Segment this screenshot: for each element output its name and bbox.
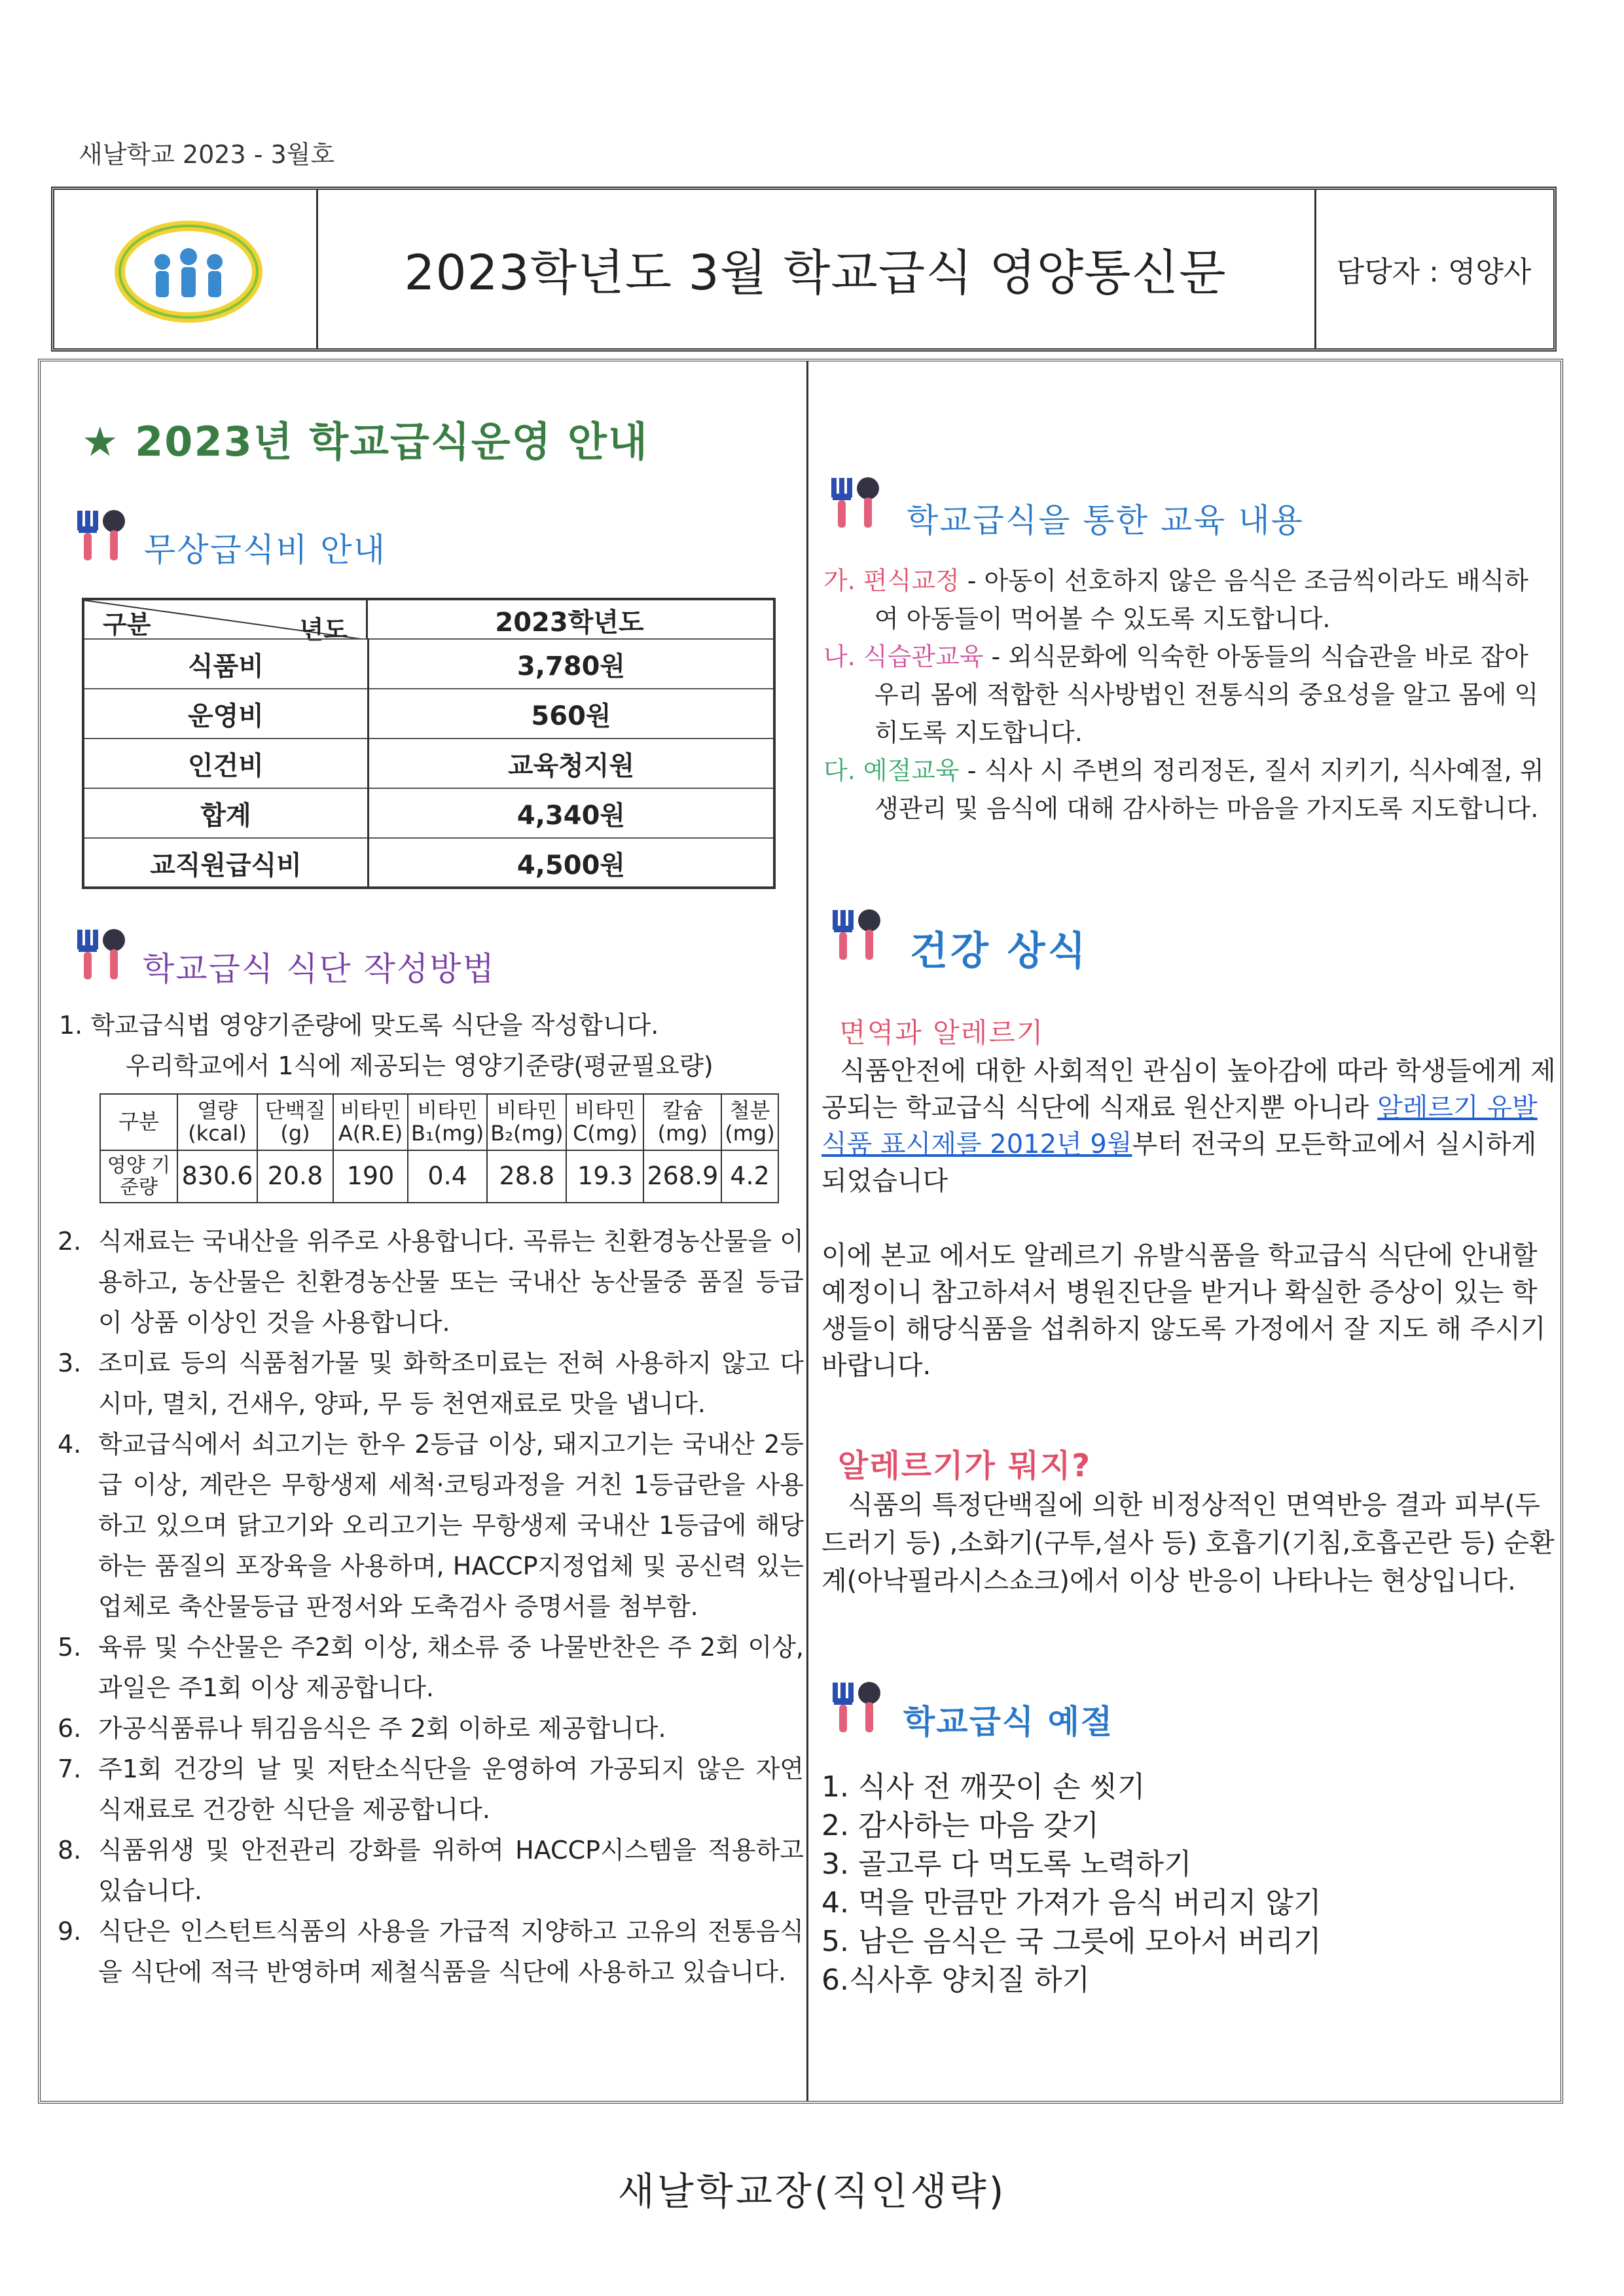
nut-header: 비타민 A(R.E) <box>333 1094 408 1150</box>
table-row <box>84 738 773 788</box>
nutrition-table <box>99 1093 779 1203</box>
row-label: 교직원급식비 <box>84 838 369 887</box>
nut-value: 4.2 <box>721 1150 778 1203</box>
nut-header: 구분 <box>100 1094 177 1150</box>
row-value: 4,340원 <box>369 788 774 838</box>
row-label: 식품비 <box>84 639 369 689</box>
row-value: 3,780원 <box>369 639 774 689</box>
nut-header: 비타민 B₂(mg) <box>487 1094 566 1150</box>
health-title: 건강 상식 <box>910 928 1089 974</box>
menu-method-title: 학교급식 식단 작성방법 <box>143 950 496 988</box>
row-label: 운영비 <box>84 689 369 738</box>
allergy-label-link[interactable]: 알레르기 유발식품 표시제를 2012년 9월 <box>821 1093 1538 1159</box>
list-item: 다. 예절교육 - 식사 시 주변의 정리정돈, 질서 지키기, 식사예절, 위생관리 및 음식에 대해 감사하는 마음을 가지도록 지도합니다. <box>823 756 1544 823</box>
school-logo <box>113 216 264 327</box>
nut-value: 190 <box>333 1150 408 1203</box>
manners-title: 학교급식 예절 <box>903 1703 1114 1741</box>
table-row <box>84 838 773 887</box>
col-year: 2023학년도 <box>495 607 644 638</box>
col-label-right: 년도 <box>299 615 348 644</box>
nut-value: 20.8 <box>257 1150 333 1203</box>
nut-value: 19.3 <box>566 1150 643 1203</box>
list-item: 5. 육류 및 수산물은 주2회 이상, 채소류 중 나물반찬은 주 2회 이상, 과일은 주1회 이상 제공합니다. <box>58 1633 804 1702</box>
list-item: 가. 편식교정 - 아동이 선호하지 않은 음식은 조금씩이라도 배식하여 아동들이 먹어볼 수 있도록 지도합니다. <box>823 566 1528 633</box>
row-value: 4,500원 <box>369 838 774 887</box>
list-item: 2. 식재료는 국내산을 위주로 사용합니다. 곡류는 친환경농산물을 이용하고, 농산물은 친환경농산물 또는 국내산 농산물중 품질 등급이 상품 이상인 것을 사용합니다. <box>58 1227 804 1337</box>
row-label: 인건비 <box>84 738 369 788</box>
fork-spoon-icon <box>71 504 130 563</box>
list-item: 3. 골고루 다 먹도록 노력하기 <box>821 1848 1192 1881</box>
nut-header: 단백질 (g) <box>257 1094 333 1150</box>
nut-header: 열량 (kcal) <box>177 1094 257 1150</box>
manager-label: 담당자 : 영양사 <box>1336 255 1532 289</box>
row-value: 교육청지원 <box>369 738 774 788</box>
nut-value: 28.8 <box>487 1150 566 1203</box>
fork-spoon-icon <box>826 903 885 962</box>
nut-row-label: 영양 기준량 <box>100 1150 177 1203</box>
table-row <box>84 639 773 689</box>
footer-signature: 새날학교장(직인생략) <box>617 2169 1007 2214</box>
menu-method-list <box>58 1221 804 1992</box>
list-item: 4. 먹을 만큼만 가져가 음식 버리지 않기 <box>821 1886 1322 1920</box>
nut-value: 0.4 <box>408 1150 487 1203</box>
row-label: 합계 <box>84 788 369 838</box>
fork-spoon-icon <box>825 471 884 530</box>
education-list <box>823 562 1550 828</box>
fork-spoon-icon <box>71 923 130 982</box>
list-item: 2. 감사하는 마음 갖기 <box>821 1809 1099 1842</box>
main-section-title: ★ 2023년 학교급식운영 안내 <box>82 418 649 465</box>
header-box <box>51 187 1557 352</box>
health-paragraph-1: 식품안전에 대한 사회적인 관심이 높아감에 따라 학생들에게 제공되는 학교급식 식단에 식재료 원산지뿐 아니라 알레르기 유발식품 표시제를 2012년 9월부터 전국의 모든학교에서 실시하게 되었습니다 <box>821 1056 1556 1196</box>
table-row <box>84 689 773 738</box>
allergy-question: 알레르기가 뭐지? <box>838 1448 1092 1484</box>
nutrition-caption: 우리학교에서 1식에 제공되는 영양기준량(평균필요량) <box>126 1051 713 1080</box>
nut-header: 철분 (mg) <box>721 1094 778 1150</box>
list-item: 8. 식품위생 및 안전관리 강화를 위하여 HACCP시스템을 적용하고 있습니다. <box>58 1836 804 1905</box>
table-row <box>84 788 773 838</box>
list-item: 5. 남은 음식은 국 그릇에 모아서 버리기 <box>821 1925 1322 1958</box>
list-item: 4. 학교급식에서 쇠고기는 한우 2등급 이상, 돼지고기는 국내산 2등급 이상, 계란은 무항생제 세척·코팅과정을 거친 1등급란을 사용하고 있으며 닭고기와 오리고기는 무항생제 국내산 1등급에 해당하는 품질의 포장육을 사용하며, HACCP지정업체 및 공신력 있는 업체로 축산물등급 판정서와 도축검사 증명서를 첨부함. <box>58 1430 804 1621</box>
free-meal-title: 무상급식비 안내 <box>144 531 386 569</box>
health-subtitle: 면역과 알레르기 <box>839 1017 1045 1049</box>
health-paragraph-2: 이에 본교 에서도 알레르기 유발식품을 학교급식 식단에 안내할 예정이니 참고하셔서 병원진단을 받거나 확실한 증상이 있는 학생들이 해당식품을 섭취하지 않도록 가정에서 잘 지도 해 주시기 바랍니다. <box>821 1241 1546 1381</box>
nut-header: 칼슘 (mg) <box>643 1094 721 1150</box>
list-item: 3. 조미료 등의 식품첨가물 및 화학조미료는 전혀 사용하지 않고 다시마, 멸치, 건새우, 양파, 무 등 천연재료로 맛을 냅니다. <box>58 1349 804 1418</box>
list-item: 6.식사후 양치질 하기 <box>821 1963 1090 1997</box>
table-row <box>100 1094 778 1150</box>
allergy-answer: 식품의 특정단백질에 의한 비정상적인 면역반응 결과 피부(두드러기 등) ,소화기(구투,설사 등) 호흡기(기침,호흡곤란 등) 순환계(아낙필라시스쇼크)에서 이상 반응이 나타나는 현상입니다. <box>821 1490 1555 1596</box>
list-item: 7. 주1회 건강의 날 및 저탄소식단을 운영하여 가공되지 않은 자연 식재료로 건강한 식단을 제공합니다. <box>58 1755 804 1824</box>
issue-label: 새날학교 2023 - 3월호 <box>79 140 335 169</box>
list-item: 9. 식단은 인스턴트식품의 사용을 가급적 지양하고 고유의 전통음식을 식단에 적극 반영하며 제철식품을 식단에 사용하고 있습니다. <box>58 1917 804 1986</box>
nut-value: 268.9 <box>643 1150 721 1203</box>
education-title: 학교급식을 통한 교육 내용 <box>907 501 1304 539</box>
table-row <box>100 1150 778 1203</box>
row-value: 560원 <box>369 689 774 738</box>
col-label-left: 구분 <box>103 610 151 639</box>
nut-header: 비타민 C(mg) <box>566 1094 643 1150</box>
nut-value: 830.6 <box>177 1150 257 1203</box>
list-item: 나. 식습관교육 - 외식문화에 익숙한 아동들의 식습관을 바로 잡아 우리 몸에 적합한 식사방법인 전통식의 중요성을 알고 몸에 익히도록 지도합니다. <box>823 642 1539 747</box>
list-item: 1. 학교급식법 영양기준량에 맞도록 식단을 작성합니다. <box>59 1011 659 1040</box>
manners-list <box>821 1768 1321 1999</box>
page-title: 2023학년도 3월 학교급식 영양통신문 <box>404 245 1227 301</box>
free-meal-table <box>82 598 776 889</box>
menu-item-1 <box>59 1005 766 1086</box>
list-item: 1. 식사 전 깨끗이 손 씻기 <box>821 1770 1146 1804</box>
nut-header: 비타민 B₁(mg) <box>408 1094 487 1150</box>
list-item: 6. 가공식품류나 튀김음식은 주 2회 이하로 제공합니다. <box>58 1714 666 1743</box>
fork-spoon-icon <box>826 1676 885 1735</box>
